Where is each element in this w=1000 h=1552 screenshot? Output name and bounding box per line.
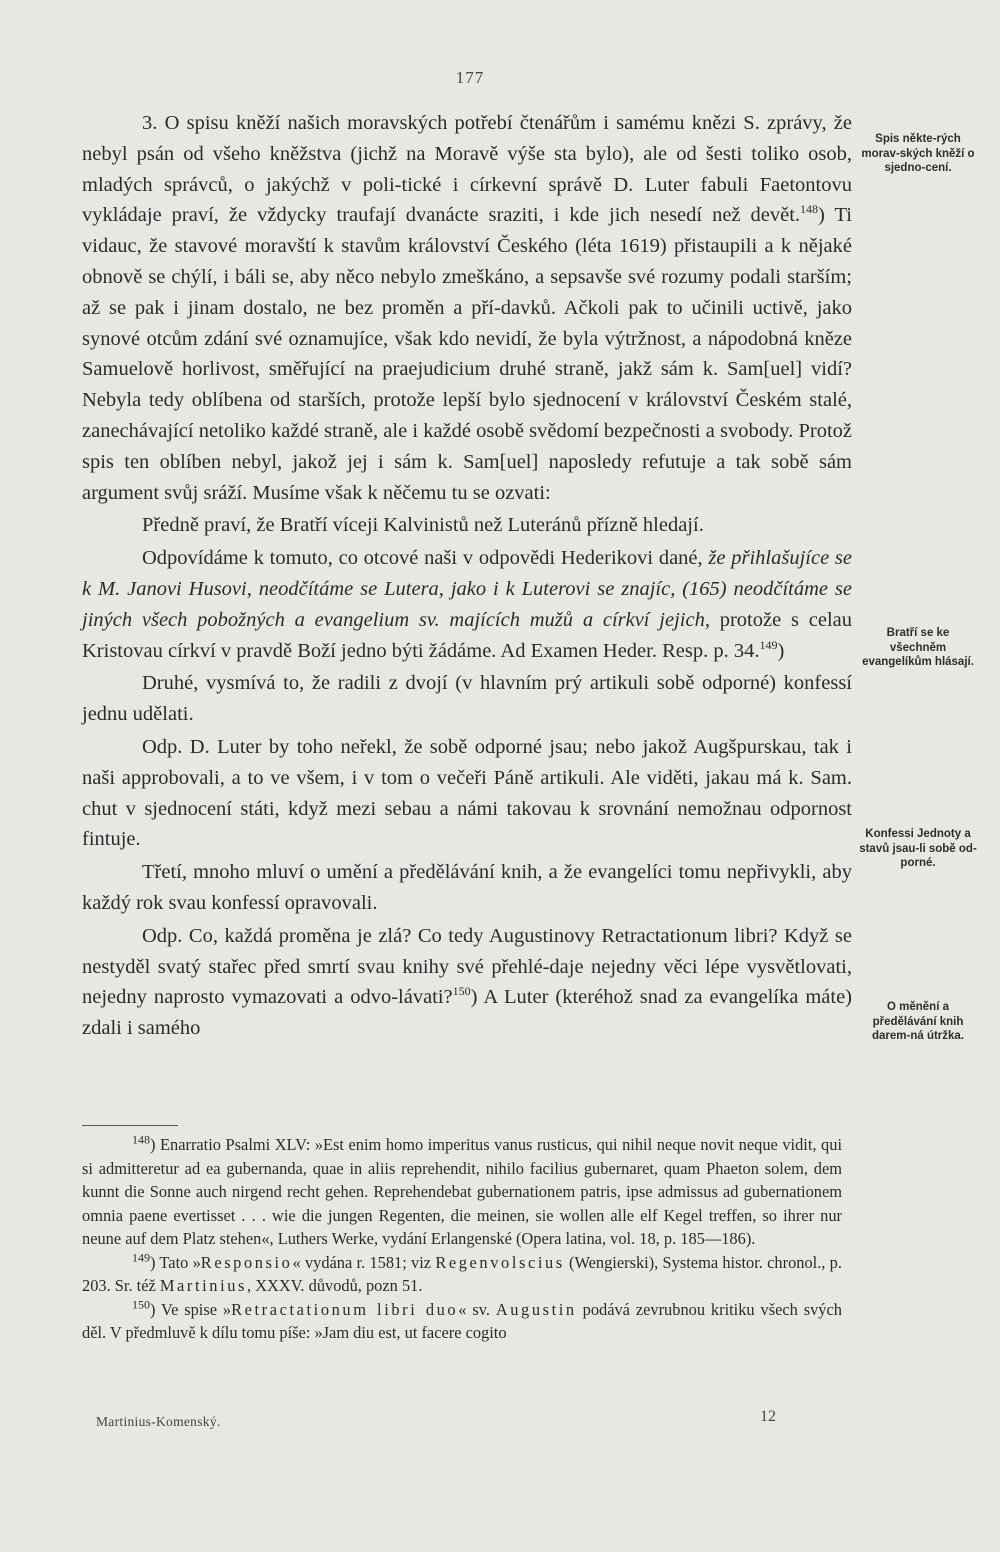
footnote-150-text-b: « sv. bbox=[458, 1299, 490, 1319]
footnote-150 bbox=[82, 1298, 842, 1345]
footnote-divider bbox=[82, 1125, 178, 1126]
footnote-150-augustin: Augustin bbox=[495, 1299, 577, 1319]
sidenote-bratri: Bratří se ke všechněm evangelíkům hlásají. bbox=[862, 627, 974, 668]
paragraph-4: Druhé, vysmívá to, že radili z dvojí (v hlavním prý artikuli sobě odporné) konfessí jednu udělati. bbox=[82, 672, 852, 726]
footnote-149-text-d: , XXXV. důvodů, pozn 51. bbox=[247, 1276, 423, 1295]
footnote-149-regenvolscius: Regenvolscius bbox=[435, 1252, 565, 1272]
main-text bbox=[82, 108, 852, 1046]
sidenote-spis: Spis někte-rých morav-ských kněží o sjedno-cení. bbox=[861, 133, 975, 174]
paragraph-3-italic-quote: že přihlašujíce se k M. Janovi Husovi, neodčítáme se Lutera, jako i k Luterovi se znajíc, (165) neodčítáme se jiných všech pobožných a evangelium sv. majících mužů a církví jejich, bbox=[82, 547, 853, 631]
footer-signature: Martinius-Komenský. bbox=[96, 1414, 221, 1429]
paragraph-3 bbox=[82, 543, 852, 666]
paragraph-3-text-a: Odpovídáme k tomuto, co otcové naši v odpovědi Hederikovi dané, bbox=[142, 547, 703, 570]
paragraph-7 bbox=[82, 921, 852, 1044]
footnotes bbox=[82, 1133, 842, 1345]
page-number: 177 bbox=[455, 68, 485, 87]
footnote-149-responsio: Responsio bbox=[200, 1252, 293, 1272]
paragraph-1-text-b: ) Ti vidauc, že stavové moravští k stavům království Českého (léta 1619) přistaupili a k nějaké obnově se chýlí, i báli se, aby něco nebylo zmeškáno, a sepsavše své rozumy podali starším; až se pak i jinam dostalo, ne bez proměn a pří-davků. Ačkoli pak to učinili uctivě, jako synové otcům zdání své oznamujíce, však kdo nevidí, že byla výtržnost, a nápodobná kněze Samuelově horlivost, směřující na praejudicium druhé straně, jakž sám k. Sam[uel] vidí? Nebyla tedy oblíbena od starších, protože lepší bylo sjednocení v království Českém stalé, zanechávající netoliko každé straně, ale i každé osobě svědomí bezpečnosti a svobody. Protož spis ten oblíben nebyl, jakož jej i sám k. Sam[uel] naposledy refutuje a tak sobě sám argument svůj sráží. Musíme však k něčemu tu se ozvati: bbox=[82, 204, 852, 504]
paragraph-6: Třetí, mnoho mluví o umění a předělávání knih, a že evangelíci tomu nepřivykli, aby každý rok svau konfessí opravovali. bbox=[82, 861, 852, 914]
footnote-148 bbox=[82, 1133, 842, 1251]
paragraph-7-text-b: ) A Luter (kteréhož snad za evangelíka máte) zdali i samého bbox=[82, 986, 852, 1040]
footnote-148-number: 148 bbox=[132, 1132, 150, 1147]
footnote-149-text-c: (Wengierski), Systema histor. chronol., p. 203. Sr. též bbox=[82, 1252, 842, 1295]
footnote-149-text-a: ) Tato » bbox=[150, 1252, 201, 1272]
footnote-ref-150: 150 bbox=[452, 984, 471, 999]
footnote-149-martinius: Martinius bbox=[159, 1276, 247, 1295]
paragraph-1-text-a: 3. O spisu kněží našich moravských potřebí čtenářům i samému knězi S. zprávy, že nebyl psán od všeho kněžstva (jichž na Moravě výše sta bylo), ale od šesti toliko osob, mladých správců, o jakýchž v poli-tické i církevní správě D. Luter fabuli Faetontovu vykládaje praví, že vždycky traufají dvanácte sraziti, i kde jich nesedí než devět. bbox=[82, 112, 852, 227]
paragraph-5: Odp. D. Luter by toho neřekl, že sobě odporné jsau; nebo jakož Augšpurskau, tak i naši approbovali, a to ve všem, i v tom o večeři Páně artikuli. Ale viděti, jakau má k. Sam. chut v sjednocení státi, když mezi sebau a námi takovau k srovnání nemožnau odpornost fintuje. bbox=[82, 735, 852, 851]
paragraph-3-text-b: protože s celau Kristovau církví v pravdě Boží jedno býti žádáme. Ad Examen Heder. Resp. p. 34. bbox=[82, 608, 852, 662]
footnote-149-number: 149 bbox=[132, 1250, 150, 1265]
footnote-149-text-b: « vydána r. 1581; viz bbox=[292, 1252, 432, 1272]
footnote-150-text-a: ) Ve spise » bbox=[150, 1299, 232, 1319]
sidenote-meneni: O měnění a předělávání knih darem-ná útržka. bbox=[871, 1001, 965, 1042]
paragraph-3-close: ) bbox=[777, 639, 785, 662]
footnote-150-number: 150 bbox=[132, 1297, 150, 1312]
footnote-ref-149: 149 bbox=[759, 637, 778, 652]
footnote-148-text: ) Enarratio Psalmi XLV: »Est enim homo imperitus vanus rusticus, qui nihil neque novit neque vidit, qui si admitteretur ad ea gubernanda, quae in aliis reprehendit, nihilo facilius gubernaret, quam Phaeton solem, dem kunnt die Sonne auch nirgend recht gehen. Reprehendebat gubernationem patris, ipse admissus ad gubernationem omnia paene evertisset . . . wie die jungen Regenten, die meinen, sie wollen alle elf Kegel treffen, so ihrer nur neune auf dem Platz stehen«, Luthers Werke, vydání Erlangenské (Opera latina, vol. 18, p. 185—186). bbox=[82, 1135, 842, 1248]
paragraph-2: Předně praví, že Bratří víceji Kalvinistů než Luteránů přízně hledají. bbox=[142, 514, 704, 537]
footnote-150-text-c: podává zevrubnou kritiku všech svých děl. V předmluvě k dílu tomu píše: »Jam diu est, ut facere cogito bbox=[82, 1299, 842, 1342]
footnote-ref-148: 148 bbox=[800, 202, 819, 217]
footnote-150-retractationum: Retractationum libri duo bbox=[231, 1299, 459, 1319]
footnote-149 bbox=[82, 1251, 842, 1298]
paragraph-1 bbox=[82, 108, 852, 508]
sidenote-konfessi: Konfessi Jednoty a stavů jsau-li sobě od-porné. bbox=[859, 828, 977, 869]
footer-sheet-number: 12 bbox=[760, 1408, 776, 1425]
paragraph-7-text-a: Odp. Co, každá proměna je zlá? Co tedy Augustinovy Retractationum libri? Když se nestyděl svatý stařec před smrtí svau knihy své přehlé-daje nejedny věci lépe vysvětlovati, nejedny naprosto vymazovati a odvo-lávati? bbox=[82, 924, 852, 1009]
